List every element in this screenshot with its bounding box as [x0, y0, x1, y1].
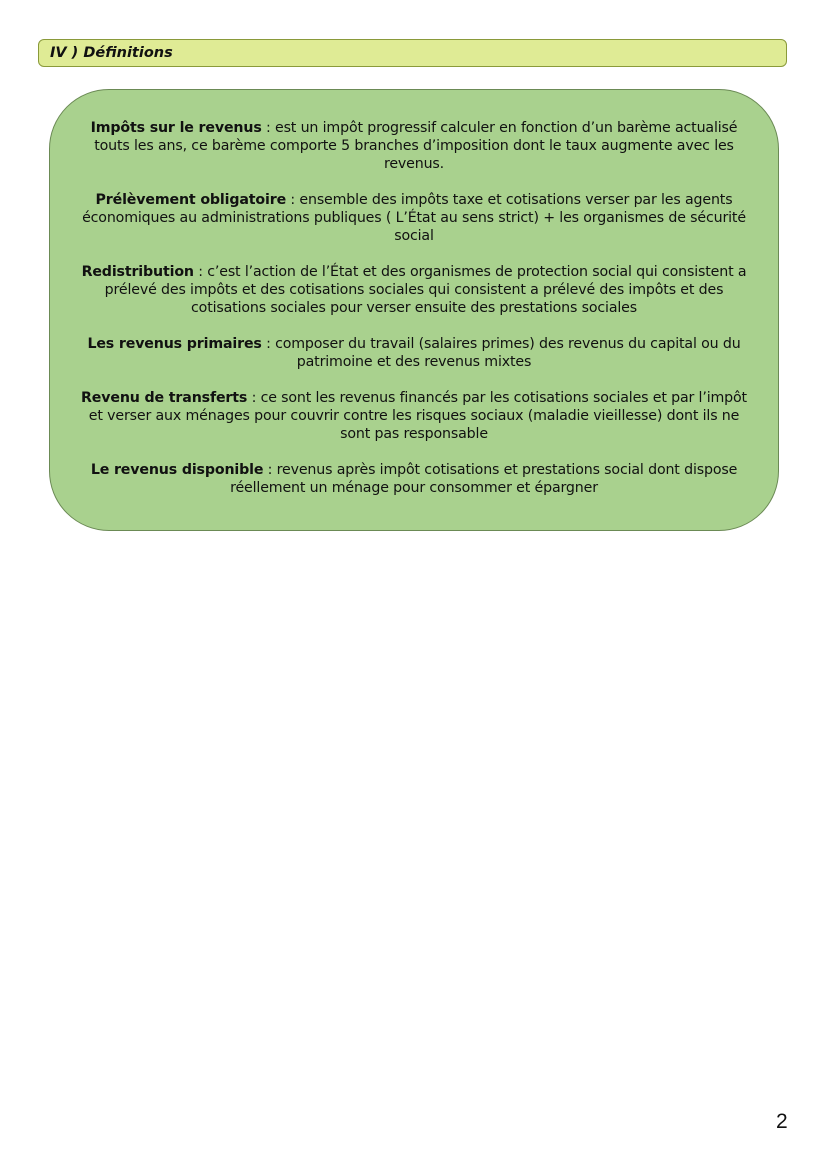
definition-text: : composer du travail (salaires primes) des revenus du capital ou du patrimoine et des revenus mixtes	[261, 336, 741, 370]
definition-text: : c’est l’action de l’État et des organismes de protection social qui consistent a prélevé des impôts et des cotisations sociales qui consistent a prélevé des impôts et des cotisations sociales pour verser ensuite des prestations sociales	[104, 264, 747, 316]
definition-term: Prélèvement obligatoire	[95, 192, 287, 208]
definition-text: : ensemble des impôts taxe et cotisations verser par les agents économiques au administrations publiques ( L’État au sens strict) + les organismes de sécurité social	[82, 192, 746, 244]
definition-term: Le revenus disponible	[90, 462, 264, 478]
definition-revenus-disponible	[76, 461, 752, 497]
page-number: 2	[776, 1110, 788, 1133]
section-title: IV ) Définitions	[50, 45, 173, 61]
definition-revenus-primaires	[76, 335, 752, 371]
definitions-box	[49, 89, 779, 531]
definition-impots-sur-le-revenus	[76, 119, 752, 173]
definition-term: Les revenus primaires	[87, 336, 262, 352]
definition-revenu-de-transferts	[76, 389, 752, 443]
definition-term: Redistribution	[81, 264, 194, 280]
definition-text: : ce sont les revenus financés par les cotisations sociales et par l’impôt et verser aux ménages pour couvrir contre les risques sociaux (maladie vieillesse) dont ils ne sont pas responsable	[88, 390, 747, 442]
section-header	[38, 39, 787, 67]
definition-text: : revenus après impôt cotisations et prestations social dont dispose réellement un ménage pour consommer et épargner	[230, 462, 738, 496]
definition-redistribution	[76, 263, 752, 317]
definition-text: : est un impôt progressif calculer en fonction d’un barème actualisé touts les ans, ce barème comporte 5 branches d’imposition dont le taux augmente avec les revenus.	[94, 120, 738, 172]
definition-term: Revenu de transferts	[81, 390, 248, 406]
definition-term: Impôts sur le revenus	[90, 120, 262, 136]
definition-prelevement-obligatoire	[76, 191, 752, 245]
